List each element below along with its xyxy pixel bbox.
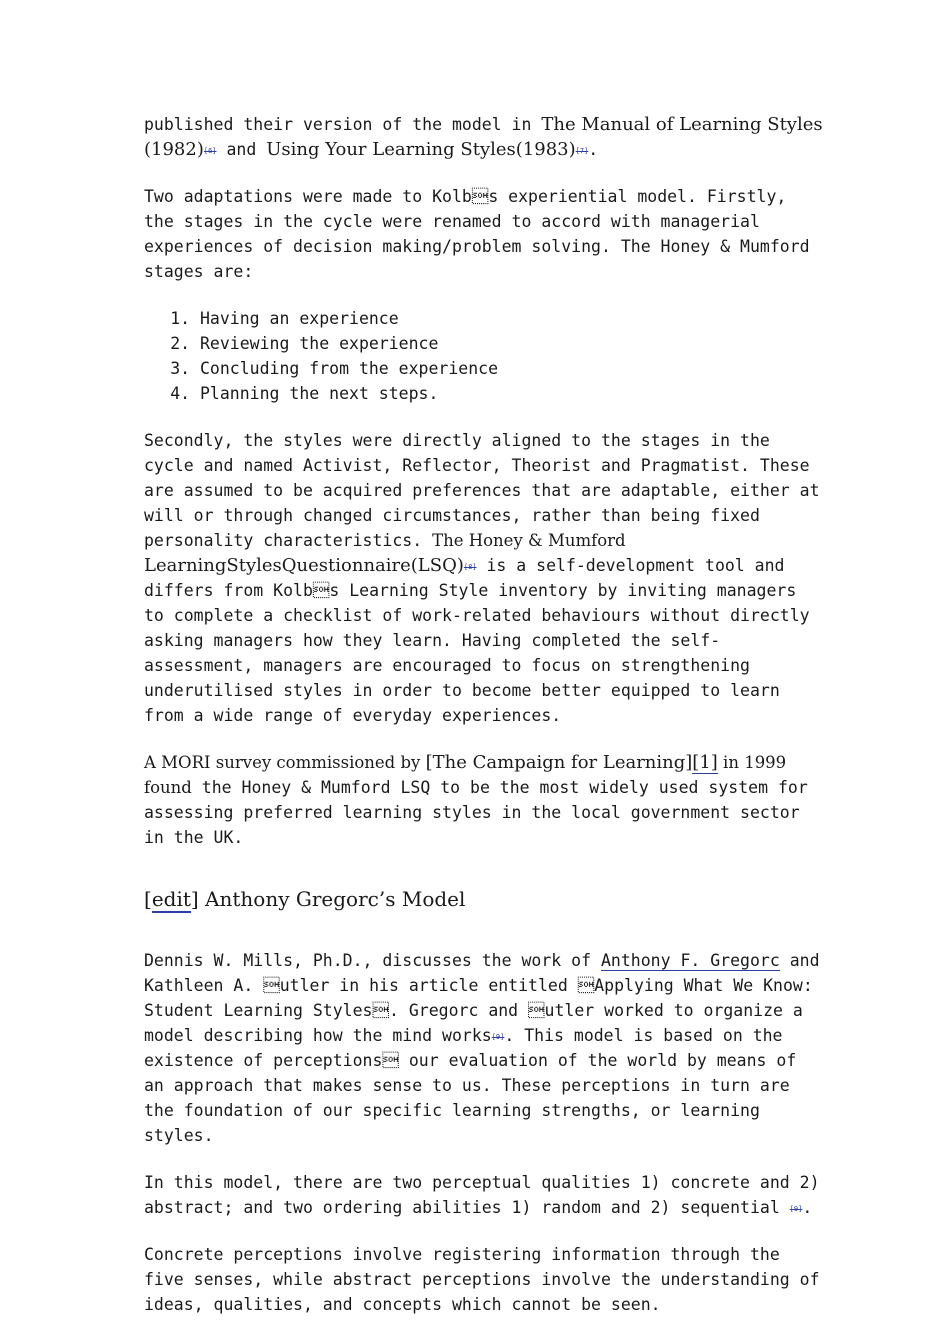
document-page	[144, 112, 824, 1339]
heading-bracket: ]	[190, 887, 199, 911]
paragraph-text: and	[216, 140, 267, 159]
paragraph-text: .	[802, 1198, 813, 1217]
paragraph-text: the Honey & Mumford LSQ to be the most widely used system for assessing preferred learning styles in the local government sector in the UK.	[144, 778, 808, 847]
paragraph-concrete-perceptions: Concrete perceptions involve registering information through the five senses, while abstract perceptions involve the understanding of ideas, qualities, and concepts which cannot be seen.	[144, 1245, 820, 1314]
paragraph-manual-of-learning-styles	[144, 112, 824, 162]
paragraph-text: The Honey & Mumford	[432, 531, 626, 550]
paragraph-gregorc	[144, 948, 824, 1148]
paragraph-styles	[144, 428, 824, 728]
citation-link-8[interactable]: [8]	[463, 563, 477, 571]
list-item: 3. Concluding from the experience	[200, 356, 824, 381]
book-title-using: Using Your Learning Styles(1983)	[266, 139, 576, 160]
paragraph-text: published their version of the model in	[144, 115, 542, 134]
paragraph-text: in 1999 found	[144, 753, 787, 797]
section-heading	[144, 884, 824, 914]
citation-link-6[interactable]: [6]	[203, 147, 217, 155]
paragraph-text: . This model is based on the existence of perceptions our evaluation of the world by means of an approach that makes sense to us. These perceptions in turn are the foundation of our specific learning strengths, or learning styles.	[144, 1026, 797, 1145]
lsq-title: LearningStylesQuestionnaire(LSQ)	[144, 555, 464, 576]
list-item: 1. Having an experience	[200, 306, 824, 331]
list-item: 2. Reviewing the experience	[200, 331, 824, 356]
book-title-manual: The Manual of Learning Styles (1982)	[144, 114, 823, 160]
edit-link[interactable]: edit	[151, 887, 191, 911]
stages-list	[144, 306, 824, 406]
paragraph-text: is a self-development tool and differs from Kolbs Learning Style inventory by inviting managers to complete a checklist of work-related behaviours without directly asking managers how they learn. Having completed the self-assessment, managers are encouraged to focus on strengthening underutilised styles in order to become better equipped to learn from a wide range of everyday experiences.	[144, 556, 810, 725]
external-link-1[interactable]: [1]	[692, 752, 718, 773]
paragraph-text: A MORI survey commissioned by	[144, 753, 426, 772]
paragraph-text: .	[588, 140, 599, 159]
paragraph-mori-survey	[144, 750, 824, 850]
paragraph-text: In this model, there are two perceptual qualities 1) concrete and 2) abstract; and two ordering abilities 1) random and 2) sequential	[144, 1173, 820, 1217]
heading-title: Anthony Gregorc’s Model	[198, 887, 466, 911]
paragraph-text: and Kathleen A. utler in his article entitled Applying What We Know: Student Learning Styles. Gregorc and utler worked to organize a model describing how the mind works	[144, 951, 820, 1045]
citation-link-7[interactable]: [7]	[575, 147, 589, 155]
paragraph-perceptual-qualities	[144, 1170, 824, 1220]
paragraph-text: Secondly, the styles were directly aligned to the stages in the cycle and named Activist, Reflector, Theorist and Pragmatist. These are assumed to be acquired preferences that are adaptable, either at will or through changed circumstances, rather than being fixed personality characteristics.	[144, 431, 820, 550]
heading-bracket: [	[144, 887, 152, 911]
campaign-name: [The Campaign for Learning]	[425, 752, 693, 773]
citation-link-9[interactable]: [9]	[491, 1033, 505, 1041]
paragraph-adaptations: Two adaptations were made to Kolbs experiential model. Firstly, the stages in the cycle were renamed to accord with managerial experiences of decision making/problem solving. The Honey & Mumford stages are:	[144, 187, 810, 281]
citation-link-9[interactable]: [9]	[789, 1205, 803, 1213]
gregorc-link[interactable]: Anthony F. Gregorc	[600, 951, 780, 970]
paragraph-text: Dennis W. Mills, Ph.D., discusses the work of	[144, 951, 601, 970]
list-item: 4. Planning the next steps.	[200, 381, 824, 406]
